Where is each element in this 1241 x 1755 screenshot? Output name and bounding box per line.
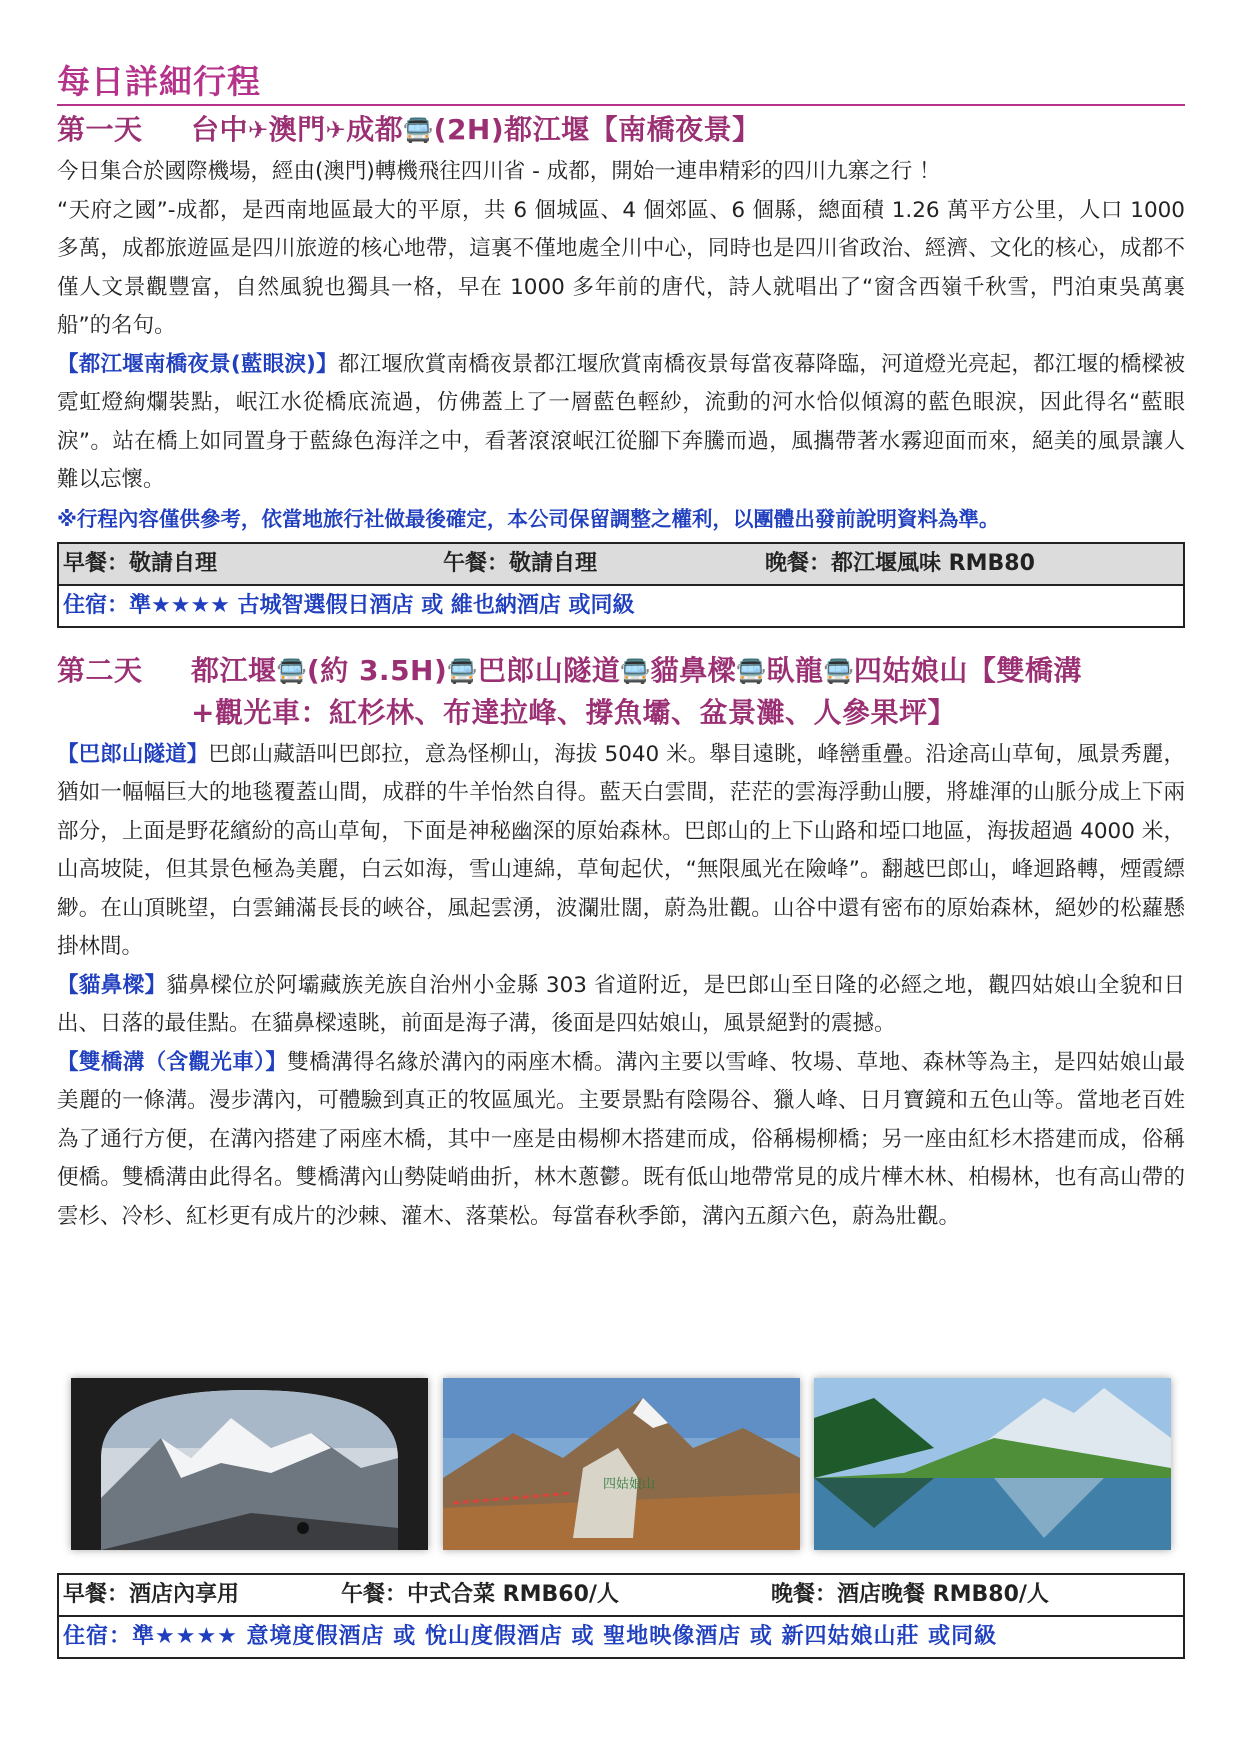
lunch-label: 午餐：中式合菜 RMB60/人 [341, 1582, 619, 1607]
meal-row [59, 544, 1183, 586]
day1-meal-box [57, 542, 1185, 628]
day1-paragraph: 今日集合於國際機場，經由(澳門)轉機飛往四川省 - 成都，開始一連串精彩的四川九寨之行 ！ [57, 159, 941, 184]
day1-route-part: 台中 [191, 113, 249, 146]
day2-route-line2: +觀光車：紅杉林、布達拉峰、撐魚壩、盆景灘、人參果坪】 [191, 695, 956, 729]
day2-section [57, 736, 1185, 967]
day1-route-part: 澳門 [268, 113, 326, 146]
bus-icon: 🚍 [736, 656, 767, 685]
meal-row [59, 1575, 1183, 1617]
day2-section [57, 1044, 1185, 1237]
day1-highlight-paragraph [57, 346, 1185, 500]
section-label: 【貓鼻樑】 [57, 972, 167, 998]
stone-sign-text: 四姑娘山 [602, 1477, 655, 1492]
hotel-row: 住宿：準★★★★ 古城智選假日酒店 或 維也納酒店 或同級 [63, 592, 635, 618]
day2-route-part: 都江堰 [191, 653, 277, 687]
day2-label: 第二天 [57, 653, 143, 687]
siguniang-stone-marker-photo [443, 1378, 800, 1550]
highlight-label: 【都江堰南橋夜景(藍眼淚)】 [57, 351, 338, 377]
day2-meal-box [57, 1573, 1185, 1659]
plane-icon: ✈ [325, 116, 347, 144]
bus-icon: 🚍 [403, 116, 434, 144]
day1-label: 第一天 [57, 113, 143, 146]
section-text: 貓鼻樑位於阿壩藏族羌族自治州小金縣 303 省道附近，是巴郎山至日隆的必經之地，觀四姑娘山全貌和日出、日落的最佳點。在貓鼻樑遠眺，前面是海子溝，後面是四姑娘山，風景絕對的震撼。 [57, 972, 1185, 1036]
plane-icon: ✈ [248, 116, 269, 144]
section-label: 【巴郎山隧道】 [57, 741, 209, 767]
day2-route-part: 巴郎山隧道 [477, 653, 621, 687]
day2-route-part: (約 3.5H) [306, 653, 448, 687]
photo-strip [57, 1370, 1185, 1558]
day1-title [57, 109, 1185, 151]
hotel-row: 住宿：準★★★★ 意境度假酒店 或 悅山度假酒店 或 聖地映像酒店 或 新四姑娘山莊 或同級 [63, 1624, 998, 1649]
section-text: 雙橋溝得名緣於溝內的兩座木橋。溝內主要以雪峰、牧場、草地、森林等為主，是四姑娘山最美麗的一條溝。漫步溝內，可體驗到真正的牧區風光。主要景點有陰陽谷、獵人峰、日月寶鏡和五色山等。當地老百姓為了通行方便，在溝內搭建了兩座木橋，其中一座是由楊柳木搭建而成，俗稱楊柳橋；另一座由紅杉木搭建而成，俗稱便橋。雙橋溝由此得名。雙橋溝內山勢陡峭曲折，林木蔥鬱。既有低山地帶常見的成片樺木林、柏楊林，也有高山帶的雲杉、冷杉、紅杉更有成片的沙棘、灌木、落葉松。每當春秋季節，溝內五顏六色，蔚為壯觀。 [57, 1049, 1185, 1229]
day2-route-part: 貓鼻樑 [650, 653, 737, 687]
day2-route-part: 四姑娘山【雙橋溝 [853, 653, 1082, 687]
bus-icon: 🚍 [276, 656, 307, 685]
bus-icon: 🚍 [823, 656, 854, 685]
day2-section [57, 967, 1185, 1044]
day2-title [57, 650, 1185, 734]
valley-lake-reflection-photo [814, 1378, 1171, 1550]
day1-paragraph: “天府之國”-成都，是西南地區最大的平原，共 6 個城區、4 個郊區、6 個縣，總面積 1.26 萬平方公里，人口 1000 多萬，成都旅遊區是四川旅遊的核心地帶，這裏不僅地處全川中心，同時也是四川省政治、經濟、文化的核心，成都不僅人文景觀豐富，自然風貌也獨具一格，早在 1000 多年前的唐代，詩人就唱出了“窗含西嶺千秋雪，門泊東吳萬裏船”的名句。 [57, 197, 1185, 338]
page-title: 每日詳細行程 [57, 60, 1185, 106]
dinner-label: 晚餐：都江堰風味 RMB80 [765, 550, 1035, 576]
disclaimer-note: ※行程內容僅供參考，依當地旅行社做最後確定，本公司保留調整之權利，以團體出發前說明資料為準。 [57, 506, 1000, 531]
itinerary-page [57, 60, 1185, 1649]
breakfast-label: 早餐：酒店內享用 [63, 1582, 240, 1607]
lunch-label: 午餐：敬請自理 [443, 550, 598, 576]
day1-route-part: 成都 [346, 113, 404, 146]
dinner-label: 晚餐：酒店晚餐 RMB80/人 [771, 1582, 1049, 1607]
section-text: 巴郎山藏語叫巴郎拉，意為怪柳山，海拔 5040 米。舉目遠眺，峰巒重疊。沿途高山草甸，風景秀麗，猶如一幅幅巨大的地毯覆蓋山間，成群的牛羊怡然自得。藍天白雲間，茫茫的雲海浮動山腰，將雄渾的山脈分成上下兩部分，上面是野花繽紛的高山草甸，下面是神秘幽深的原始森林。巴郎山的上下山路和埡口地區，海拔超過 4000 米，山高坡陡，但其景色極為美麗，白云如海，雪山連綿，草甸起伏，“無限風光在險峰”。翻越巴郎山，峰迴路轉，煙霞縹緲。在山頂眺望，白雲鋪滿長長的峽谷，風起雲湧，波瀾壯闊，蔚為壯觀。山谷中還有密布的原始森林，絕妙的松蘿懸掛林間。 [57, 741, 1185, 959]
bus-icon: 🚍 [620, 656, 651, 685]
section-label: 【雙橋溝（含觀光車）】 [57, 1049, 288, 1075]
tunnel-snow-mountain-photo [71, 1378, 428, 1550]
day2-route-part: 臥龍 [766, 653, 824, 687]
bus-icon: 🚍 [447, 656, 478, 685]
day1-route-part: (2H)都江堰【南橋夜景】 [433, 113, 761, 146]
breakfast-label: 早餐：敬請自理 [63, 550, 218, 576]
highlight-text: 都江堰欣賞南橋夜景都江堰欣賞南橋夜景每當夜幕降臨，河道燈光亮起，都江堰的橋樑被霓虹燈絢爛裝點，岷江水從橋底流過，仿佛蓋上了一層藍色輕紗，流動的河水恰似傾瀉的藍色眼淚，因此得名“藍眼淚”。站在橋上如同置身于藍綠色海洋之中，看著滾滾岷江從腳下奔騰而過，風攜帶著水霧迎面而來，絕美的風景讓人難以忘懷。 [57, 351, 1185, 492]
